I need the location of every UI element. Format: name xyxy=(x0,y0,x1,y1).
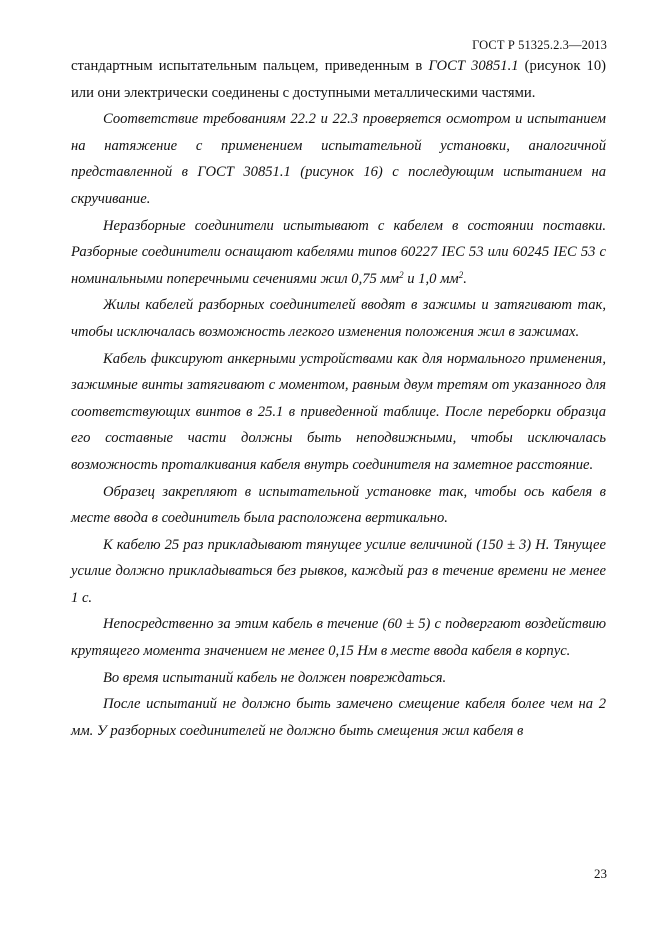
paragraph-wires-clamps: Жилы кабелей разборных соединителей вводят в зажимы и затягивают так, чтобы исключалась возможность легкого изменения положения жил в зажимах. xyxy=(71,297,606,340)
paragraph-text: (рисунок 10) или они электрически соединены с доступными металлическими частями. xyxy=(71,58,607,101)
paragraph-displacement: После испытаний не должно быть замечено смещение кабеля более чем на 2 мм. У разборных соединителей не должно быть смещения жил кабеля в xyxy=(71,696,606,739)
standard-header: ГОСТ Р 51325.2.3—2013 xyxy=(472,38,607,52)
paragraph-cable-types xyxy=(71,213,606,293)
paragraph-text: и 1,0 мм xyxy=(403,270,459,287)
paragraph-compliance-check: Соответствие требованиям 22.2 и 22.3 проверяется осмотром и испытанием на натяжение с применением испытательной установки, аналогичной представленной в ГОСТ 30851.1 (рисунок 16) с последующим испытанием на скручивание. xyxy=(71,111,606,207)
page-number: 23 xyxy=(594,866,607,881)
paragraph-no-damage: Во время испытаний кабель не должен повреждаться. xyxy=(103,669,447,686)
paragraph-text: . xyxy=(463,270,467,287)
paragraph-continuation xyxy=(71,53,606,106)
superscript: 2 xyxy=(458,269,464,280)
paragraph-pull-force: К кабелю 25 раз прикладывают тянущее усилие величиной (150 ± 3) Н. Тянущее усилие должно прикладываться без рывков, каждый раз в течение времени не менее 1 с. xyxy=(71,536,606,606)
paragraph-text: Неразборные соединители испытывают с кабелем в состоянии поставки. Разборные соединители оснащают кабелями типов 60227 IEC 53 или 60245 IEC 53 с номинальными поперечными сечениями жил 0,75 мм xyxy=(71,217,606,287)
document-body xyxy=(71,53,606,744)
standard-reference: ГОСТ 30851.1 xyxy=(428,58,519,74)
paragraph-text: стандартным испытательным пальцем, приведенным в xyxy=(71,58,429,74)
paragraph-cable-anchoring: Кабель фиксируют анкерными устройствами как для нормального применения, зажимные винты затягивают с моментом, равным двум третям от указанного для соответствующих винтов в 25.1 в приведенной таблице. После переборки образца его составные части должны быть неподвижными, чтобы исключалась возможность проталкивания кабеля внутрь соединителя на заметное расстояние. xyxy=(71,350,606,473)
paragraph-sample-mounting: Образец закрепляют в испытательной установке так, чтобы ось кабеля в месте ввода в соединитель была расположена вертикально. xyxy=(71,483,606,527)
superscript: 2 xyxy=(399,269,404,280)
paragraph-torque: Непосредственно за этим кабель в течение (60 ± 5) с подвергают воздействию крутящего момента значением не менее 0,15 Нм в месте ввода кабеля в корпус. xyxy=(71,616,606,660)
